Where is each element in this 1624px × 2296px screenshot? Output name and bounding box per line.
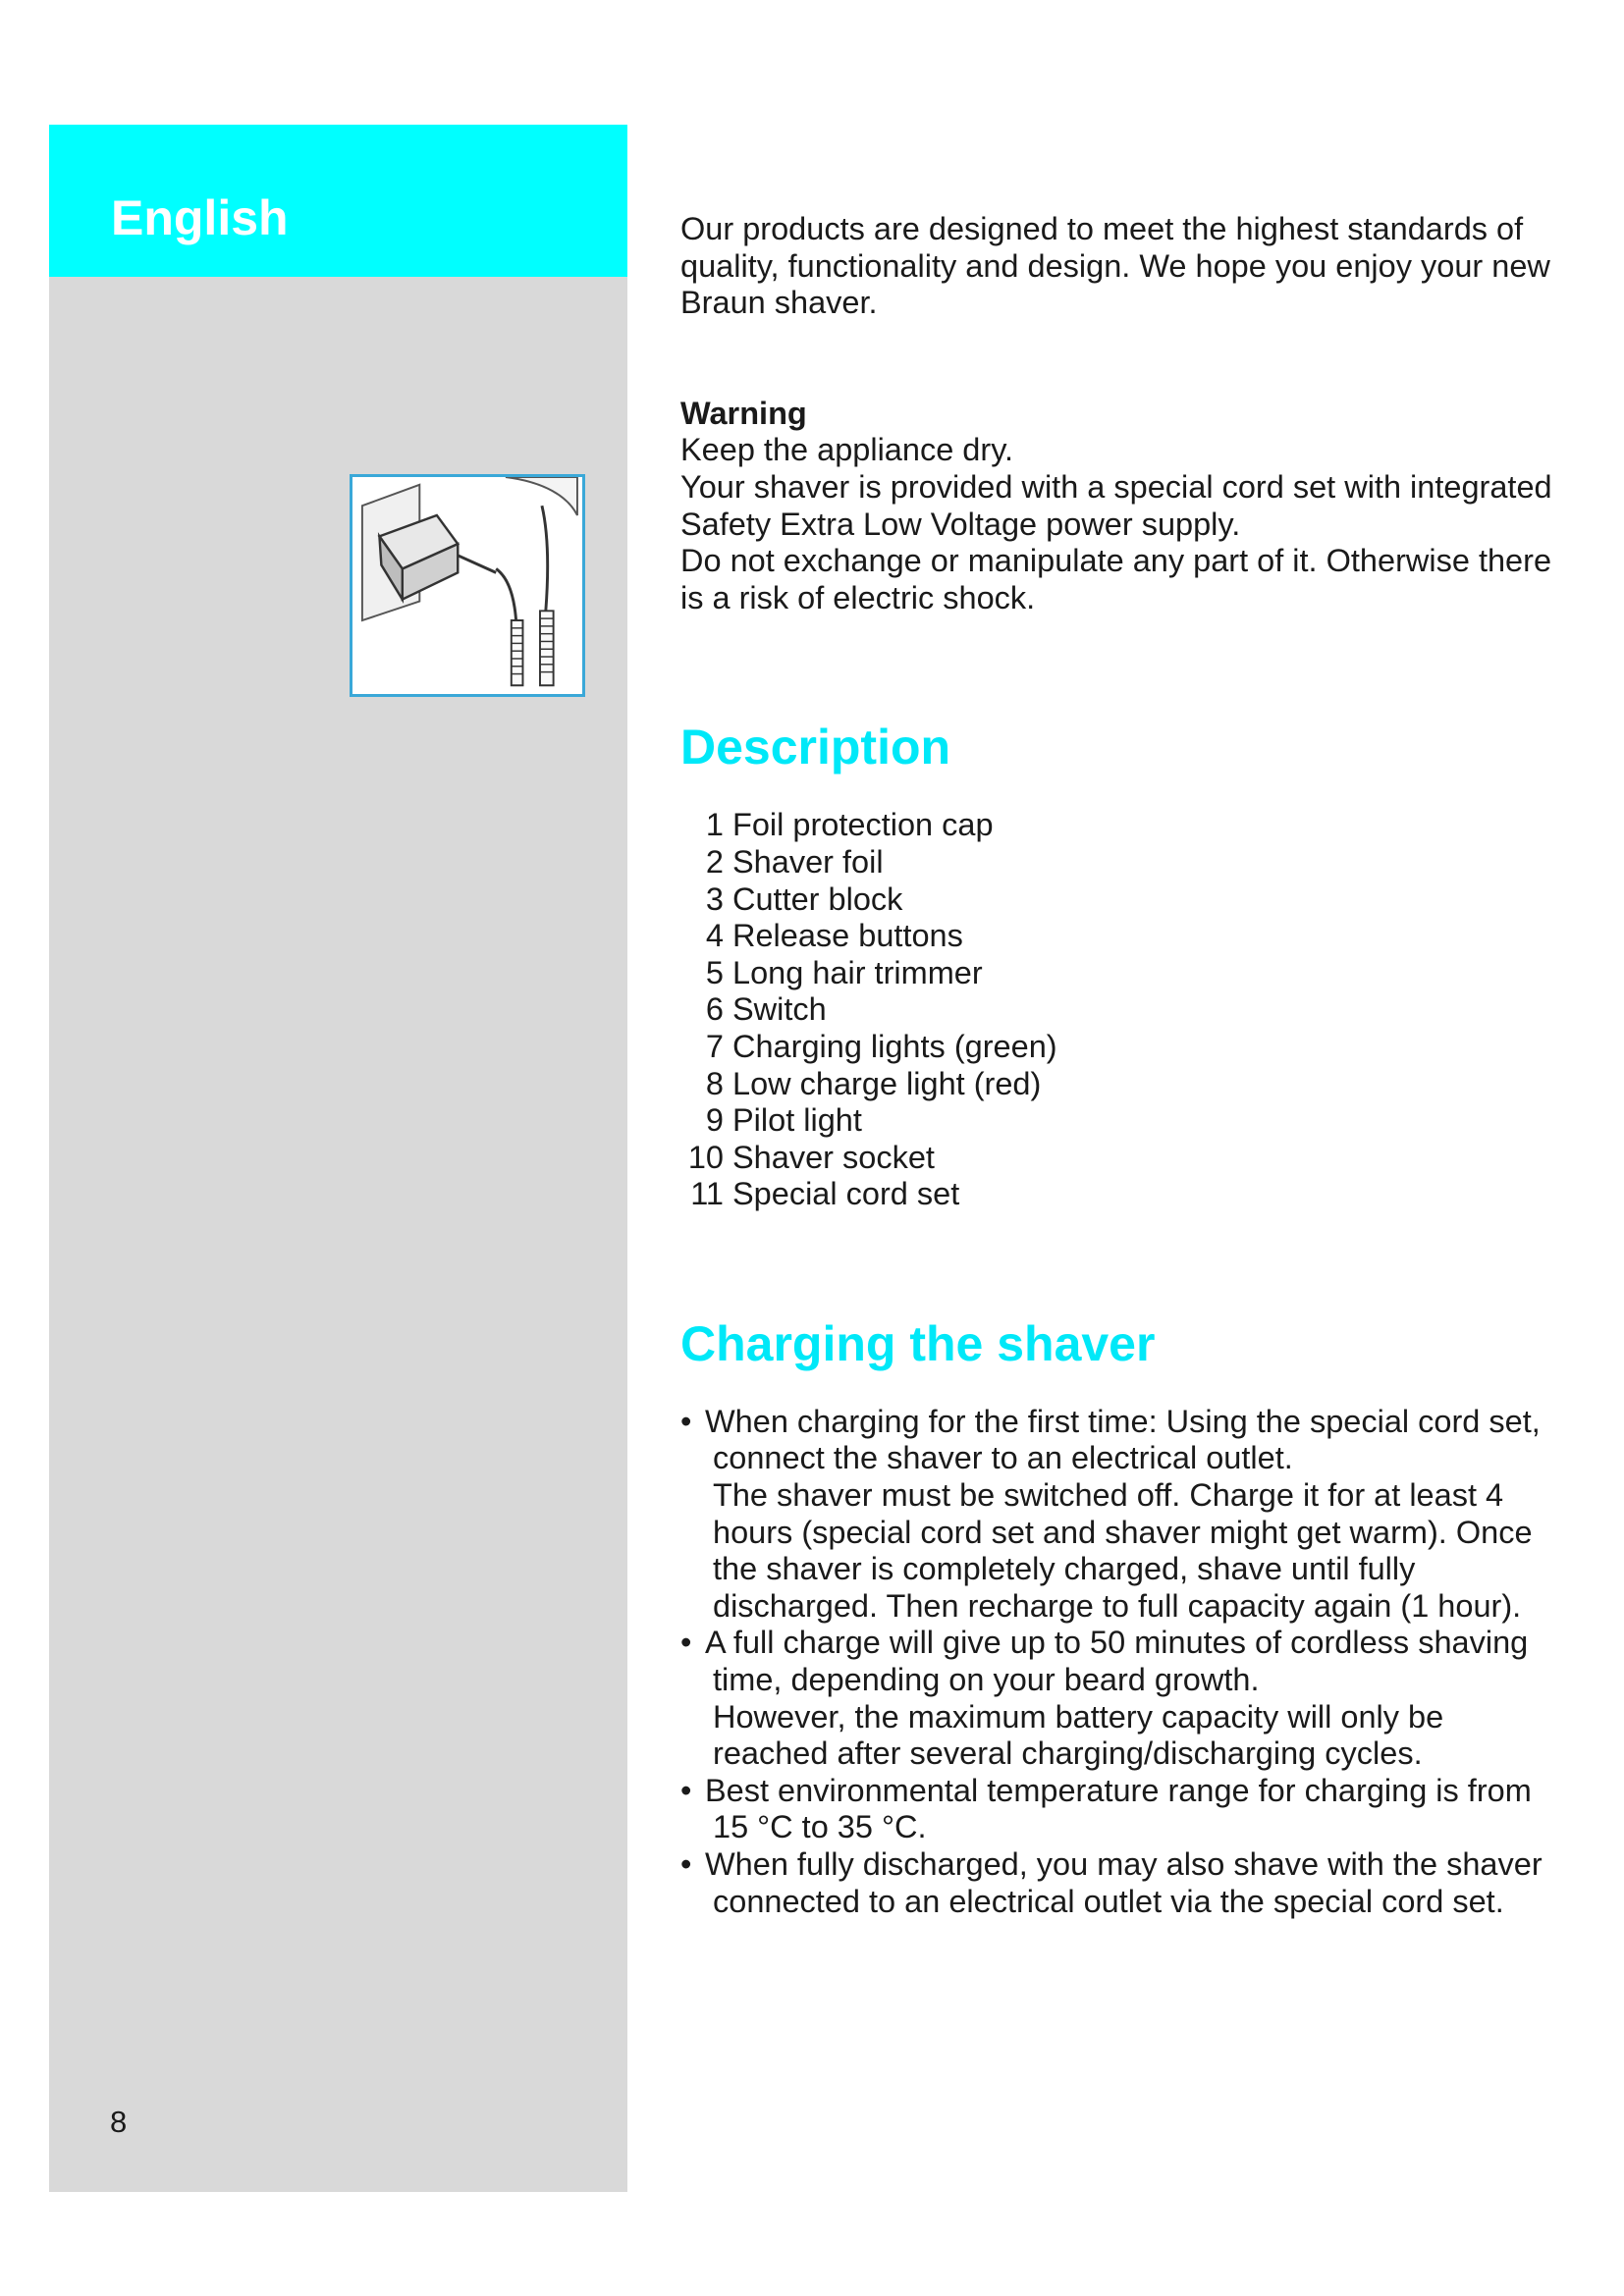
item-number: 6 xyxy=(705,991,724,1028)
intro-paragraph: Our products are designed to meet the highest standards of quality, functionality and design. We hope you enjoy your new Braun shaver. xyxy=(680,211,1550,321)
list-item xyxy=(680,1773,1564,1846)
item-label: Foil protection cap xyxy=(732,807,994,843)
language-header xyxy=(49,125,627,277)
warning-line: Your shaver is provided with a special cord set with integrated Safety Extra Low Voltage power supply. xyxy=(680,468,1552,542)
item-label: Switch xyxy=(732,991,827,1028)
list-item xyxy=(680,1140,1564,1177)
warning-line: Keep the appliance dry. xyxy=(680,432,1014,468)
item-number: 1 xyxy=(705,807,724,843)
list-item xyxy=(680,1029,1564,1066)
item-label: Shaver socket xyxy=(732,1139,935,1175)
item-number: 7 xyxy=(705,1028,724,1064)
bullet-more: The shaver must be switched off. Charge it for at least 4 hours (special cord set and shaver might get warm). Once the shaver is completely charged, shave until fully discharged. Then recharge to full capacity again (1 hour). xyxy=(713,1477,1533,1624)
warning-body xyxy=(680,432,1564,616)
plug-icon xyxy=(352,477,582,694)
bullet-icon: • xyxy=(680,1846,692,1882)
item-label: Long hair trimmer xyxy=(732,954,983,990)
item-label: Low charge light (red) xyxy=(732,1065,1042,1101)
list-item xyxy=(680,844,1564,881)
language-title: English xyxy=(111,190,289,245)
bullet-lead: When fully discharged, you may also shave with the shaver connected to an electrical outlet via the special cord set. xyxy=(705,1846,1543,1919)
list-item xyxy=(680,991,1564,1029)
item-number: 9 xyxy=(705,1102,724,1139)
list-item xyxy=(680,1102,1564,1140)
plug-and-cord-illustration xyxy=(350,474,585,697)
bullet-more: However, the maximum battery capacity will only be reached after several charging/discharging cycles. xyxy=(713,1698,1444,1772)
bullet-lead: When charging for the first time: Using the special cord set, connect the shaver to an electrical outlet. xyxy=(705,1403,1541,1476)
item-number: 8 xyxy=(705,1065,724,1101)
list-item xyxy=(680,918,1564,955)
list-item xyxy=(680,1846,1564,1920)
item-label: Special cord set xyxy=(732,1176,960,1212)
item-label: Release buttons xyxy=(732,918,963,954)
item-number: 2 xyxy=(705,843,724,880)
item-number: 10 xyxy=(687,1139,724,1175)
charging-title: Charging the shaver xyxy=(680,1315,1156,1371)
item-number: 3 xyxy=(705,881,724,917)
bullet-icon: • xyxy=(680,1772,692,1808)
description-list xyxy=(680,807,1564,1213)
list-item xyxy=(680,1404,1564,1626)
item-label: Shaver foil xyxy=(732,843,884,880)
list-item xyxy=(680,881,1564,919)
item-label: Cutter block xyxy=(732,881,903,917)
sidebar-panel xyxy=(49,125,627,2192)
item-label: Pilot light xyxy=(732,1102,862,1139)
main-content xyxy=(680,211,1564,1920)
list-item xyxy=(680,955,1564,992)
page-number: 8 xyxy=(110,2105,128,2139)
list-item xyxy=(680,807,1564,844)
description-title: Description xyxy=(680,720,951,775)
list-item xyxy=(680,1066,1564,1103)
warning-title: Warning xyxy=(680,395,807,431)
item-label: Charging lights (green) xyxy=(732,1028,1057,1064)
bullet-icon: • xyxy=(680,1625,692,1661)
list-item xyxy=(680,1625,1564,1772)
item-number: 4 xyxy=(705,918,724,954)
bullet-lead: A full charge will give up to 50 minutes of cordless shaving time, depending on your beard growth. xyxy=(705,1625,1529,1698)
bullet-icon: • xyxy=(680,1403,692,1439)
list-item xyxy=(680,1176,1564,1213)
bullet-lead: Best environmental temperature range for charging is from 15 °C to 35 °C. xyxy=(705,1772,1532,1845)
item-number: 5 xyxy=(705,954,724,990)
warning-line: Do not exchange or manipulate any part of it. Otherwise there is a risk of electric shock. xyxy=(680,543,1552,615)
charging-list xyxy=(680,1404,1564,1920)
item-number: 11 xyxy=(690,1176,724,1212)
